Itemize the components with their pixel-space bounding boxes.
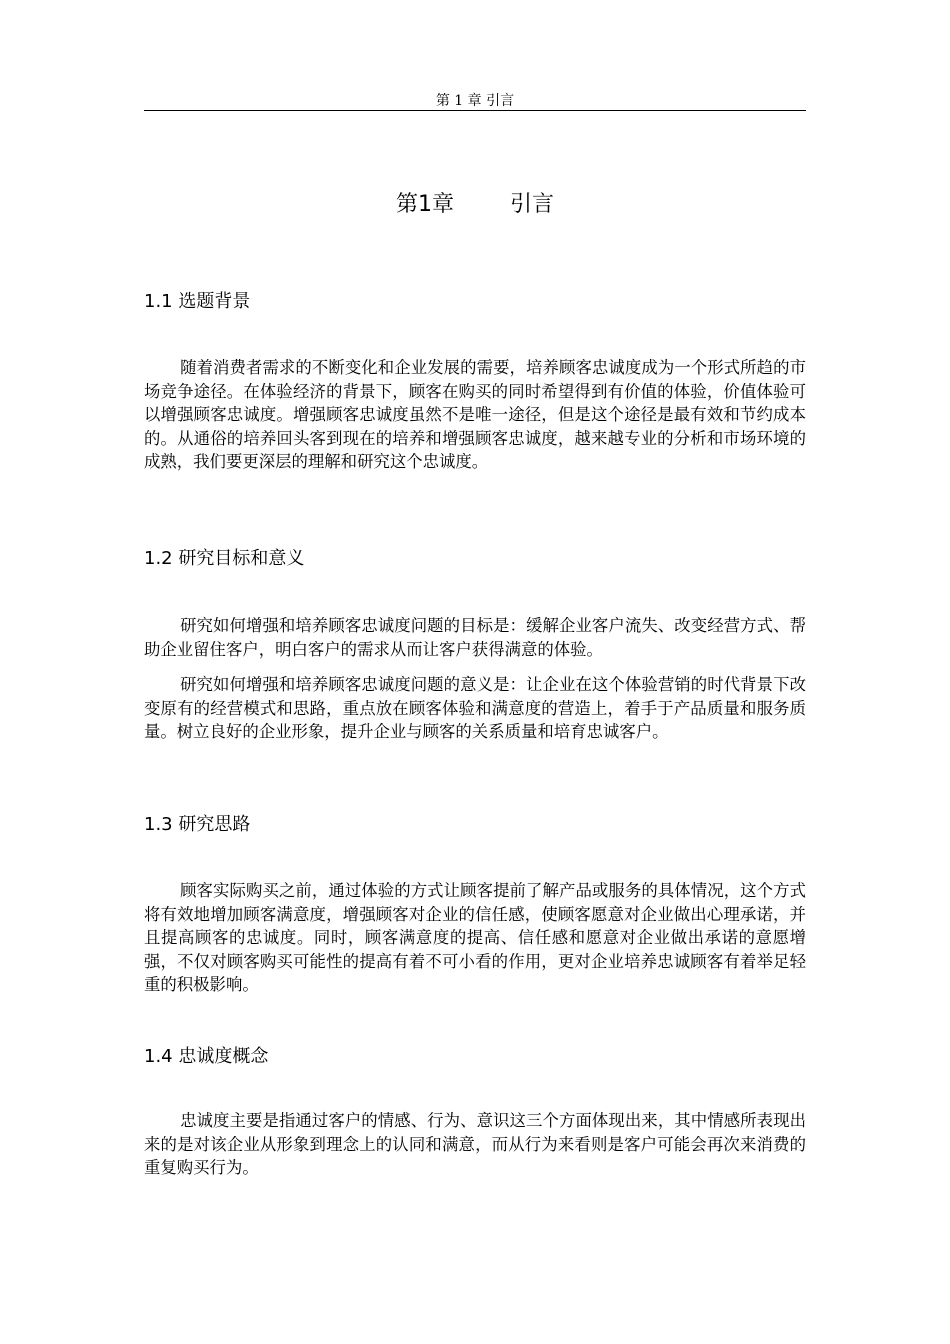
chapter-title: 第1章 引言 [396,192,554,217]
paragraph-1-2-2: 研究如何增强和培养顾客忠诚度问题的意义是：让企业在这个体验营销的时代背景下改变原有的经营模式和思路，重点放在顾客体验和满意度的营造上，着手于产品质量和服务质量。树立良好的企业形象，提升企业与顾客的关系质量和培育忠诚客户。 [144,675,806,742]
section-heading-1-4: 1.4 忠诚度概念 [144,1046,269,1067]
paragraph-1-3-1: 顾客实际购买之前，通过体验的方式让顾客提前了解产品或服务的具体情况，这个方式将有效地增加顾客满意度，增强顾客对企业的信任感，使顾客愿意对企业做出心理承诺，并且提高顾客的忠诚度。同时，顾客满意度的提高、信任感和愿意对企业做出承诺的意愿增强，不仅对顾客购买可能性的提高有着不可小看的作用，更对企业培养忠诚顾客有着举足轻重的积极影响。 [144,881,806,995]
section-heading-1-1: 1.1 选题背景 [144,291,251,312]
paragraph-1-4-1: 忠诚度主要是指通过客户的情感、行为、意识这三个方面体现出来，其中情感所表现出来的是对该企业从形象到理念上的认同和满意，而从行为来看则是客户可能会再次来消费的重复购买行为。 [144,1111,806,1178]
header-rule [144,110,806,111]
section-heading-1-2: 1.2 研究目标和意义 [144,548,305,569]
paragraph-1-2-1: 研究如何增强和培养顾客忠诚度问题的目标是：缓解企业客户流失、改变经营方式、帮助企业留住客户，明白客户的需求从而让客户获得满意的体验。 [144,616,806,659]
running-header: 第 1 章 引言 [435,93,515,109]
paragraph-1-1-1: 随着消费者需求的不断变化和企业发展的需要，培养顾客忠诚度成为一个形式所趋的市场竞争途径。在体验经济的背景下，顾客在购买的同时希望得到有价值的体验，价值体验可以增强顾客忠诚度。增强顾客忠诚度虽然不是唯一途径，但是这个途径是最有效和节约成本的。从通俗的培养回头客到现在的培养和增强顾客忠诚度，越来越专业的分析和市场环境的成熟，我们要更深层的理解和研究这个忠诚度。 [144,358,806,472]
section-heading-1-3: 1.3 研究思路 [144,814,251,835]
